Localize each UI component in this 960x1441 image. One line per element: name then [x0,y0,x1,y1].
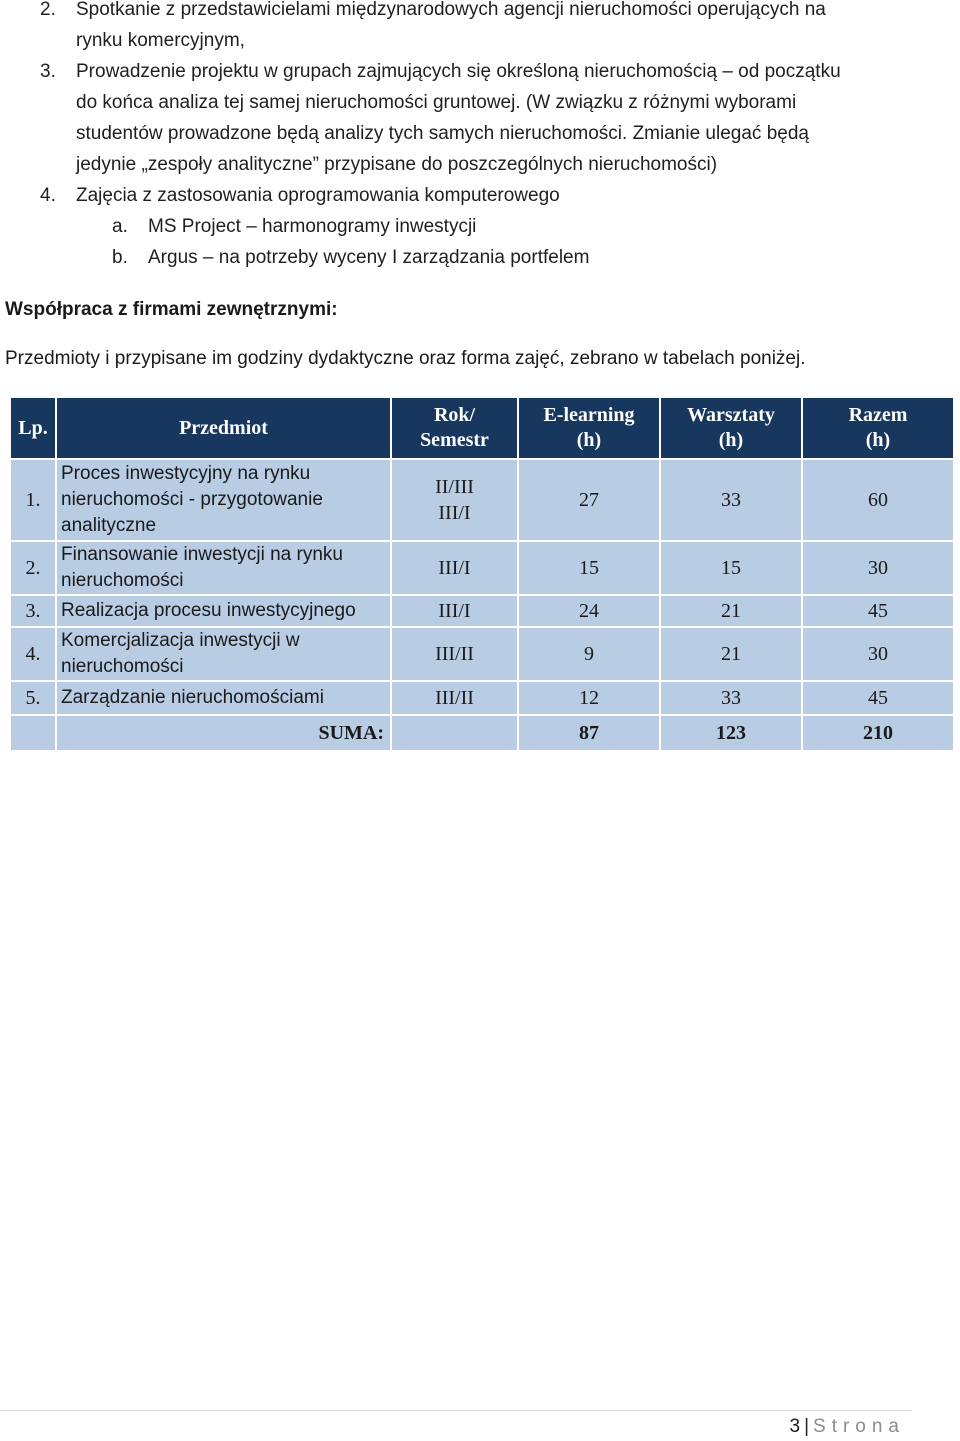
list-line: Prowadzenie projektu w grupach zajmujących się określoną nieruchomością – od początku [76,61,841,82]
sum-workshops: 123 [661,716,801,750]
footer-divider [0,1410,912,1411]
sum-elearning: 87 [519,716,659,750]
cell-empty [392,716,517,750]
cell-elearning: 15 [519,542,659,594]
page-number: 3 [789,1416,801,1437]
section-heading: Współpraca z firmami zewnętrznymi: [5,299,338,320]
intro-paragraph: Przedmioty i przypisane im godziny dydaktyczne oraz forma zajęć, zebrano w tabelach poniżej. [5,348,806,369]
cell-subject: Komercjalizacja inwestycji w nieruchomości [57,628,390,680]
table-row [11,460,953,540]
list-number: 2. [40,0,56,20]
cell-lp: 2. [11,542,55,594]
list-line: jedynie „zespoły analityczne” przypisane do poszczególnych nieruchomości) [76,154,718,175]
cell-workshops: 15 [661,542,801,594]
header-lp: Lp. [11,398,55,458]
cell-elearning: 24 [519,596,659,626]
header-total: Razem (h) [803,398,953,458]
list-letter: a. [112,216,128,237]
cell-workshops: 33 [661,460,801,540]
cell-total: 45 [803,596,953,626]
cell-subject: Realizacja procesu inwestycyjnego [57,596,390,626]
header-subject: Przedmiot [57,398,390,458]
sum-total: 210 [803,716,953,750]
cell-elearning: 12 [519,682,659,714]
footer-word: Strona [813,1416,905,1437]
cell-workshops: 33 [661,682,801,714]
cell-workshops: 21 [661,596,801,626]
page-footer [790,1413,906,1441]
cell-lp: 3. [11,596,55,626]
cell-lp: 1. [11,460,55,540]
table-row [11,682,953,714]
footer-separator: | [804,1416,810,1437]
cell-elearning: 9 [519,628,659,680]
list-line: studentów prowadzone będą analizy tych samych nieruchomości. Zmianie ulegać będą [76,123,809,144]
list-line: Argus – na potrzeby wyceny I zarządzania portfelem [148,247,590,268]
sum-label: SUMA: [57,716,390,750]
list-line: do końca analiza tej samej nieruchomości gruntowej. (W związku z różnymi wyborami [76,92,797,113]
list-line: MS Project – harmonogramy inwestycji [148,216,477,237]
cell-total: 45 [803,682,953,714]
cell-total: 60 [803,460,953,540]
header-workshops: Warsztaty (h) [661,398,801,458]
cell-subject: Finansowanie inwestycji na rynku nieruchomości [57,542,390,594]
cell-total: 30 [803,542,953,594]
cell-semester: II/III III/I [392,460,517,540]
table-row [11,596,953,626]
cell-subject: Zarządzanie nieruchomościami [57,682,390,714]
cell-total: 30 [803,628,953,680]
header-elearning: E-learning (h) [519,398,659,458]
cell-elearning: 27 [519,460,659,540]
list-line: rynku komercyjnym, [76,30,245,51]
table-row [11,542,953,594]
list-number: 3. [40,61,56,82]
table-sum-row [11,716,953,750]
cell-workshops: 21 [661,628,801,680]
list-letter: b. [112,247,128,268]
cell-subject: Proces inwestycyjny na rynku nieruchomości - przygotowanie analityczne [57,460,390,540]
cell-semester: III/I [392,596,517,626]
table-row [11,628,953,680]
courses-table [9,396,955,752]
table-header-row [11,398,953,458]
header-semester: Rok/ Semestr [392,398,517,458]
cell-lp: 5. [11,682,55,714]
list-number: 4. [40,185,56,206]
cell-semester: III/II [392,628,517,680]
cell-lp: 4. [11,628,55,680]
cell-empty [11,716,55,750]
list-line: Spotkanie z przedstawicielami międzynarodowych agencji nieruchomości operujących na [76,0,826,20]
list-line: Zajęcia z zastosowania oprogramowania komputerowego [76,185,560,206]
cell-semester: III/I [392,542,517,594]
cell-semester: III/II [392,682,517,714]
